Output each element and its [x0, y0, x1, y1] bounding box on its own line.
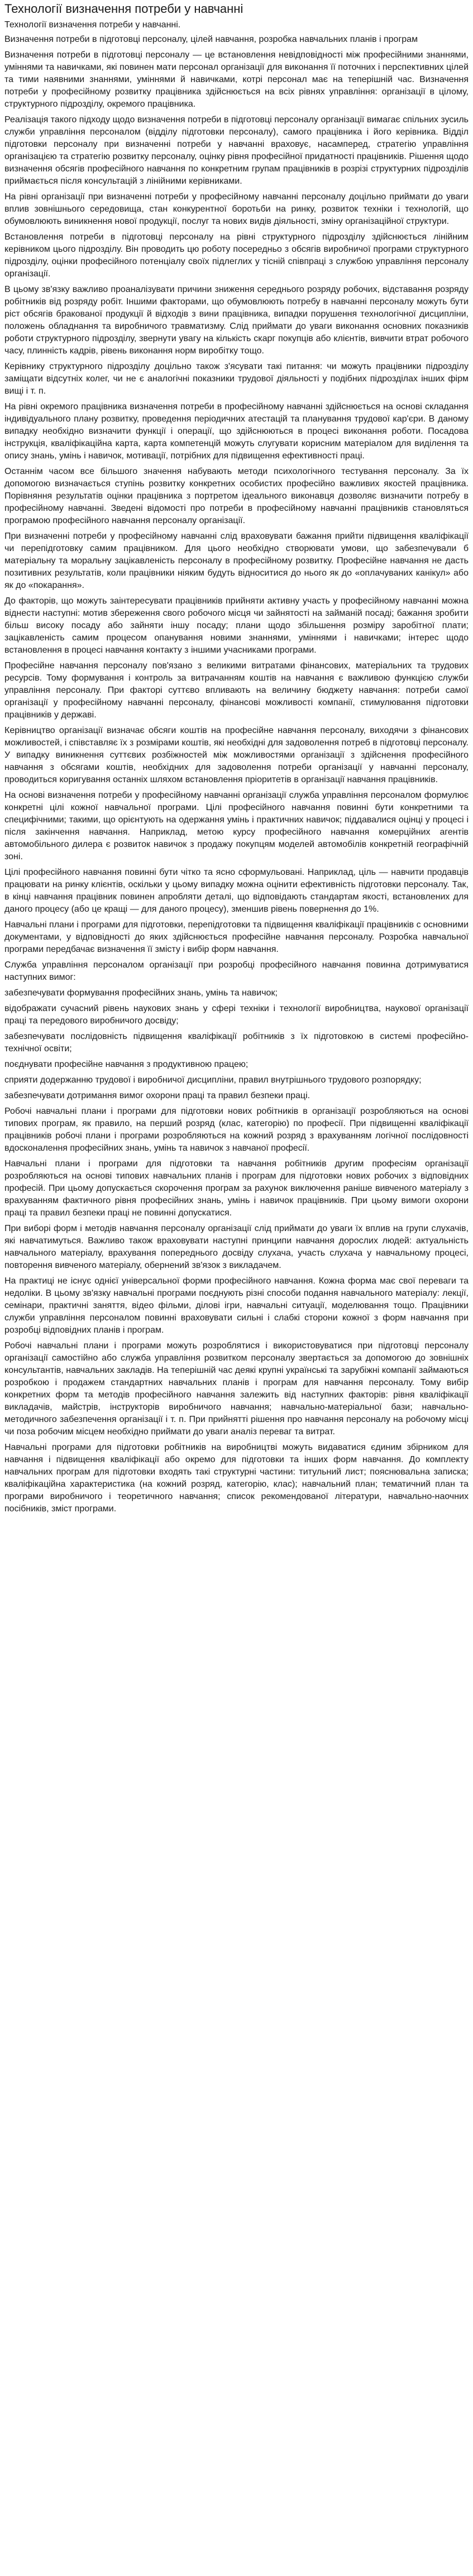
paragraph: Навчальні плани і програми для підготовки та навчання робітників другим професіям організації розробляються на основі типових навчальних планів і програм для підготовки нових робочих з відповідних професій. При цьому допускається скорочення програм за рахунок виключення раніше вивченого матеріалу з врахуванням фактичного рівня професійних знань, умінь і навичок працівників. При цьому вимоги охорони праці та правил безпеки праці не повинні допускатися.	[4, 1159, 469, 1218]
paragraph: відображати сучасний рівень наукових знань у сфері техніки і технології виробництва, наукової організації праці та передового виробничого досвіду;	[4, 1004, 469, 1026]
paragraph: Робочі навчальні плани і програми для підготовки нових робітників в організації розробляються на основі типових програм, як правило, на перший розряд (клас, категорію) по професії. При підвищенні кваліфікації працівників робочі плани і програми розробляються на кожний розряд з врахуванням логічної послідовності вдосконалення професійних знань, умінь та навичок з навчаної професії.	[4, 1107, 469, 1153]
paragraph: Навчальні плани і програми для підготовки, перепідготовки та підвищення кваліфікації працівників с основними документами, у відповідності до яких здійснюється професійне навчання персоналу. Розробка навчальної програми передбачає визначення її змісту і вибір форм навчання.	[4, 920, 469, 954]
page-title: Технології визначення потреби у навчанні	[4, 2, 243, 16]
paragraph: поєднувати професійне навчання з продуктивною працею;	[4, 1060, 249, 1069]
paragraph: В цьому зв'язку важливо проаналізувати причини зниження середнього розряду робочих, відставання розряду робітників від розряду робіт. Іншими факторами, що обумовлюють потребу в навчанні персоналу можуть бути ріст обсягів бракованої продукції й відходів з вини працівника, випадки порушення технологічної дисципліни, положень обладнання та виробничого травматизму. Слід приймати до уваги виконання основних показників роботи структурного підрозділу, звернути увагу на кількість скарг покупців або клієнтів, вивчити втрат робочого часу, плинність кадрів, рівень виконання норм виробітку тощо.	[4, 285, 469, 356]
paragraph: забезпечувати послідовність підвищення кваліфікації робітників з їх підготовкою в системі професійно-технічної освіти;	[4, 1032, 469, 1054]
paragraph: Цілі професійного навчання повинні бути чітко та ясно сформульовані. Наприклад, ціль — навчити продавців працювати на ринку клієнтів, оскільки у цьому випадку можна оцінити ефективність підготовки персоналу. Так, в кінці навчання працівник повинен апробляти деталі, що відповідають стандартам якості, встановлених для даного процесу (або це кращі — для даного процесу), зменшив рівень повернення до 1%.	[4, 868, 469, 914]
paragraph: При визначенні потреби у професійному навчанні слід враховувати бажання прийти підвищення кваліфікації чи перепідготовку самим працівником. Для цього необхідно створювати умови, що забезпечували б матеріальну та моральну зацікавленість персоналу в професійному розвитку. Професійне навчання не дасть позитивних результатів, коли працівники ніяким будуть відноситися до нього як до «оплачуваних канікул» або як до «покарання».	[4, 532, 469, 590]
paragraph: Встановлення потреби в підготовці персоналу на рівні структурного підрозділу здійснюється лінійним керівником цього підрозділу. Він проводить цю роботу посередньо з обсягів виробничої програми структурного підрозділу, оцінки професійного потенціалу своїх підлеглих у тісній співпраці з службою управління персоналу організації.	[4, 232, 469, 279]
paragraph: На рівні окремого працівника визначення потреби в професійному навчанні здійснюється на основі складання індивідуального плану розвитку, проведення періодичних атестацій та планування трудової кар'єри. В даному випадку необхідно визначити функції і операції, що здійснюються в процесі виконання роботи. Посадова інструкція, кваліфікаційна карта, карта компетенцій можуть слугувати корисним матеріалом для виділення та опису знань, умінь і навичок, мотивації, потрібних для підвищення ефективності праці.	[4, 402, 469, 461]
paragraph: На рівні організації при визначенні потреби у професійному навчанні персоналу доцільно приймати до уваги вплив зовнішнього середовища, стан конкурентної боротьби на ринку, розвиток техніки і технологій, що обумовлюють виникнення нової продукції, послуг та нових видів діяльності, зміну організаційної структури.	[4, 192, 469, 226]
paragraph: Навчальні програми для підготовки робітників на виробництві можуть видаватися єдиним збірником для навчання і підвищення кваліфікації або окремо для підготовки та інших форм навчання. До комплекту навчальних програм для підготовки входять такі структурні частини: титульний лист; пояснювальна записка; кваліфікаційна характеристика (на кожний розряд, категорію, клас); навчальний план; тематичний план та програми виробничого і теоретичного навчання; список рекомендованої літератури, навчально-наочних посібників, зміст програми.	[4, 1443, 469, 1514]
paragraph: Професійне навчання персоналу пов'язано з великими витратами фінансових, матеріальних та трудових ресурсів. Тому формування і контроль за витрачанням коштів на навчання є важливою функцією служби управління персоналу. При факторі суттєво впливають на величину бюджету навчання: потреби самої організації у професійному навчанні персоналу, фінансові можливості компанії, стимулювання підготовки працівників у державі.	[4, 661, 469, 720]
paragraph: Керівнику структурного підрозділу доцільно також з'ясувати такі питання: чи можуть працівники підрозділу заміщати відсутніх колег, чи не є аналогічні показники трудової діяльності у подібних підрозділах інших фірм вищі і т. п.	[4, 362, 469, 396]
paragraph: На основі визначення потреби у професійному навчанні організації служба управління персоналом формулює конкретні цілі кожної навчальної програми. Цілі професійного навчання повинні бути конкретними та специфічними; такими, що орієнтують на одержання умінь і практичних навичок; піддавалися оцінці у процесі і після закінчення навчання. Наприклад, метою курсу професійного навчання комерційних агентів автомобільного дилера є розвиток навичок з продажу покупцям моделей автомобілів конкретній географічній зоні.	[4, 791, 469, 861]
paragraph: Робочі навчальні плани і програми можуть розроблятися і використовуватися при підготовці персоналу організації самостійно або служба управління розвитком персоналу звертається за допомогою до зовнішніх консультантів, навчальних закладів. На теперішній час деякі крупні українські та зарубіжні компанії займаються розробкою і продажем стандартних навчальних планів і програм для навчання персоналу. Тому вибір конкретних форм та методів професійного навчання залежить від наступних факторів: рівня кваліфікації викладачів, майстрів, інструкторів виробничого навчання; навчально-матеріальної бази; навчально-методичного забезпечення організації і т. п. При прийнятті рішення про навчання персоналу на робочому місці чи поза робочим місцем необхідно приймати до уваги аналіз переваг та витрат.	[4, 1341, 469, 1437]
paragraph: Реалізація такого підходу щодо визначення потреби в підготовці персоналу організації вимагає спільних зусиль служби управління персоналом (відділу підготовки персоналу), самого працівника і його керівника. Відділ підготовки персоналу при визначенні потреби у навчанні враховує, насамперед, стратегію управління організацією та стратегію розвитку персоналу, оцінку рівня професійної придатності працівників. Рішення щодо визначення обсягів професійного навчання по конкретним групам працівників в розрізі структурних підрозділів приймається після консультацій з лінійними керівниками.	[4, 115, 469, 186]
article-body	[4, 33, 469, 1515]
paragraph: забезпечувати дотримання вимог охорони праці та правил безпеки праці.	[4, 1091, 310, 1100]
paragraph: При виборі форм і методів навчання персоналу організації слід приймати до уваги їх вплив на групи слухачів, які навчатимуться. Важливо також враховувати наступні принципи навчання дорослих людей: актуальність навчального матеріалу, врахування попереднього досвіду слухача, участь слухача у навчальному процесі, повторення вивченого матеріалу, обернений зв'язок з викладачем.	[4, 1224, 469, 1270]
page-subtitle: Технології визначення потреби у навчанні.	[4, 20, 181, 30]
paragraph: На практиці не існує однієї універсальної форми професійного навчання. Кожна форма має свої переваги та недоліки. В цьому зв'язку навчальні програми поєднують різні способи подання навчального матеріалу: лекції, семінари, практичні заняття, відео фільми, ділові ігри, навчальні ситуації, моделювання тощо. Працівники служби управління персоналом повинні враховувати сильні і слабкі сторони кожної з форм навчання при розробці відповідних планів і програм.	[4, 1276, 469, 1335]
article	[0, 1, 473, 1524]
paragraph: До факторів, що можуть заінтересувати працівників прийняти активну участь у професійному навчанні можна віднести наступні: мотив збереження свого робочого місця чи зайнятості на займаній посаді; бажання зробити більш високу посаду або зайняти іншу посаду; плани щодо збільшення розміру заробітної плати; зацікавленість самим процесом опанування новими знаннями, уміннями і навичками; інтерес щодо встановлення в процесі навчання контакту з іншими учасниками програми.	[4, 596, 469, 655]
paragraph: Служба управління персоналом організації при розробці професійного навчання повинна дотримуватися наступних вимог:	[4, 960, 469, 982]
paragraph: сприяти додержанню трудової і виробничої дисципліни, правил внутрішнього трудового розпорядку;	[4, 1075, 422, 1085]
paragraph: Визначення потреби в підготовці персоналу — це встановлення невідповідності між професійними знаннями, уміннями та навичками, які повинен мати персонал організації для виконання її поточних і перспективних цілей та тими наявними знаннями, уміннями й навичками, котрі персонал має на теперішній час. Визначення потреби у професійному розвитку працівника здійснюється на всіх рівнях управління: організації в цілому, структурного підрозділу, окремого працівника.	[4, 50, 469, 109]
paragraph: забезпечувати формування професійних знань, умінь та навичок;	[4, 988, 278, 998]
paragraph: Керівництво організації визначає обсяги коштів на професійне навчання персоналу, виходячи з фінансових можливостей, і співставляє їх з розмірами коштів, які необхідні для задоволення потреб в підготовці персоналу. У випадку виникнення суттєвих розбіжностей між можливостями організації з здійснення професійного навчання з обсягами коштів, необхідних для задоволення потреби організації у навчанні персоналу, проводиться коригування останніх шляхом встановлення пріоритетів в організації навчання працівників.	[4, 726, 469, 784]
paragraph: Визначення потреби в підготовці персоналу, цілей навчання, розробка навчальних планів і програм	[4, 35, 418, 44]
paragraph: Останнім часом все більшого значення набувають методи психологічного тестування персоналу. За їх допомогою визначається ступінь розвитку конкретних особистих професійно важливих якостей працівника. Порівняння результатів оцінки працівника з портретом ідеального виконавця дозволяє визначити потребу в професійному навчанні. Зведені відомості про потреби в професійному навчанні працівників становляться програмою професійного навчання персоналу організації.	[4, 467, 469, 525]
